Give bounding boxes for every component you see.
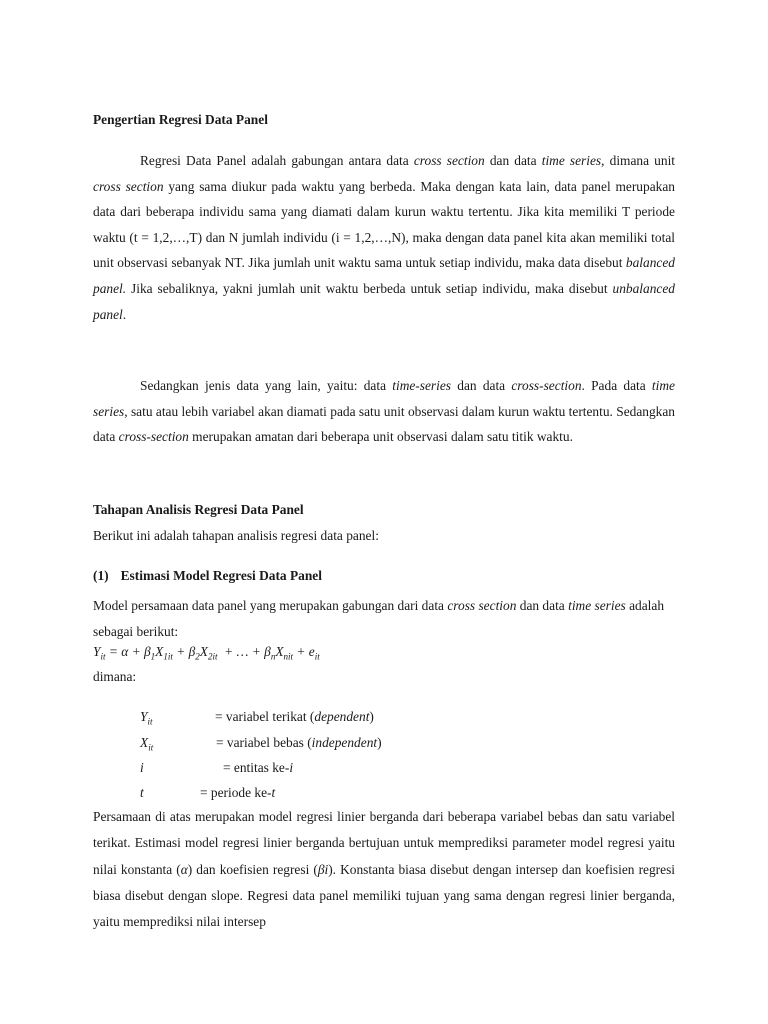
definition-symbol: t (140, 785, 144, 800)
where-label: dimana: (93, 669, 137, 684)
paragraph-data-types: Sedangkan jenis data yang lain, yaitu: data time-series dan data cross-section. Pada data time series, satu atau lebih variabel akan diamati pada satu unit observasi dalam kurun waktu tertentu. Sedangkan data cross-section merupakan amatan dari beberapa unit observasi dalam satu titik waktu. (93, 378, 675, 445)
intro-text: Berikut ini adalah tahapan analisis regresi data panel: (93, 528, 379, 543)
definition-symbol: i (140, 760, 144, 775)
definition-meaning: = periode ke-t (200, 785, 276, 800)
definition-symbol: $X_{it}$ (140, 735, 154, 753)
definition-meaning: = variabel terikat (dependent) (215, 709, 374, 724)
section-title-tahapan: Tahapan Analisis Regresi Data Panel (93, 502, 304, 517)
panel-regression-equation: $Y_{it} = \alpha + \beta_1X_{1it} + \beta_2X_{2it}$ + … + $\beta_nX_{nit} + e_{it}$ (93, 644, 320, 662)
subsection-number: (1) (93, 568, 109, 583)
paragraph-definition: Regresi Data Panel adalah gabungan antara data cross section dan data time series, dimana unit cross section yang sama diukur pada waktu yang berbeda. Maka dengan kata lain, data panel merupakan data dari beberapa individu sama yang diamati dalam kurun waktu tertentu. Jika kita memiliki T periode waktu (t = 1,2,…,T) dan N jumlah individu (i = 1,2,…,N), maka dengan data panel kita akan memiliki total unit observasi sebanyak NT. Jika jumlah unit waktu sama untuk setiap individu, maka data disebut balanced panel. Jika sebaliknya, yakni jumlah unit waktu berbeda untuk setiap individu, maka disebut unbalanced panel. (93, 153, 676, 322)
model-description: Model persamaan data panel yang merupakan gabungan dari data cross section dan data time series adalah sebagai berikut: (93, 598, 665, 639)
definition-symbol: $Y_{it}$ (140, 709, 153, 727)
subsection-title: Estimasi Model Regresi Data Panel (120, 568, 322, 583)
subsection-heading (93, 568, 675, 584)
definition-meaning: = entitas ke-i (223, 760, 294, 775)
definition-meaning: = variabel bebas (independent) (216, 735, 382, 750)
section-title-pengertian: Pengertian Regresi Data Panel (93, 112, 268, 127)
paragraph-explanation: Persamaan di atas merupakan model regresi linier berganda dari beberapa variabel bebas dan satu variabel terikat. Estimasi model regresi linier berganda bertujuan untuk memprediksi parameter model regresi yaitu nilai konstanta (α) dan koefisien regresi (βi). Konstanta biasa disebut dengan intersep dan koefisien regresi biasa disebut dengan slope. Regresi data panel memiliki tujuan yang sama dengan regresi linier berganda, yaitu memprediksi nilai intersep (93, 809, 675, 930)
